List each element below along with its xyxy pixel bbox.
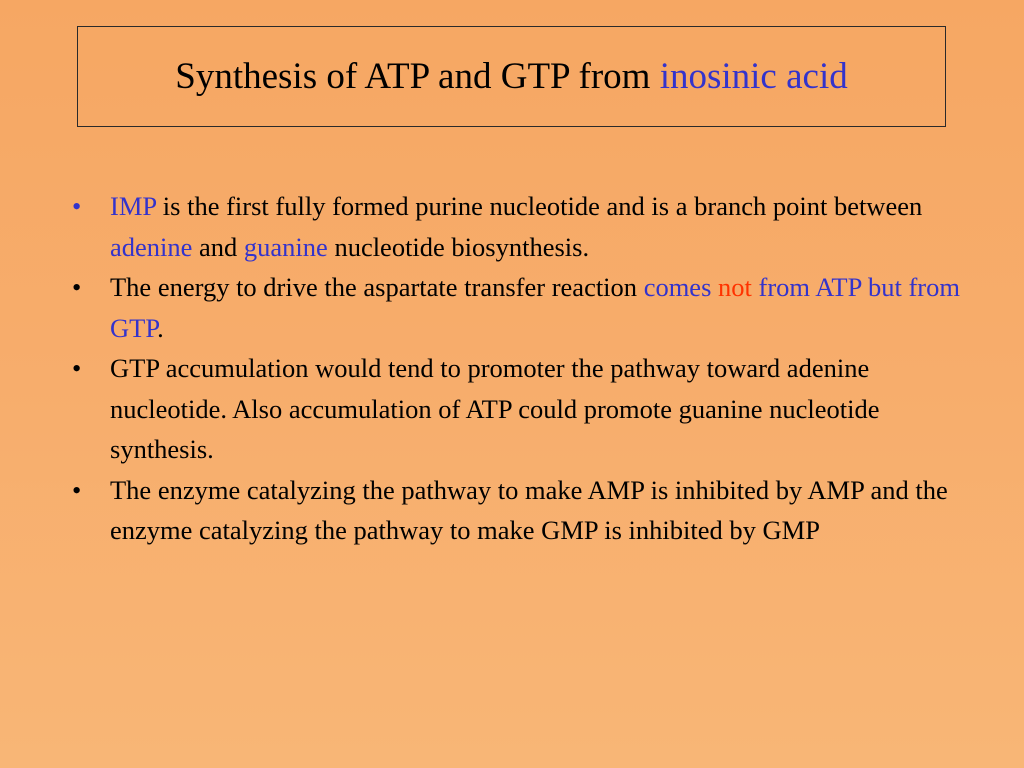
bullet-item — [70, 186, 980, 267]
bullet-1-guanine: guanine — [243, 231, 328, 262]
bullet-dot: • — [72, 272, 82, 302]
bullet-item — [70, 267, 980, 348]
bullet-1-text-c: nucleotide biosynthesis. — [327, 231, 590, 262]
bullet-2-not: not — [718, 272, 752, 302]
slide-title — [175, 58, 847, 95]
bullet-2-period: . — [157, 312, 164, 343]
title-highlight: inosinic acid — [659, 56, 848, 97]
bullet-1-imp: IMP — [110, 191, 157, 221]
title-prefix: Synthesis of ATP and GTP from — [175, 56, 660, 97]
title-box — [77, 26, 946, 127]
bullet-dot: • — [72, 353, 82, 383]
bullet-item — [70, 348, 980, 470]
bullet-3-text: GTP accumulation would tend to promoter the pathway toward adenine nucleotide. Also accumulation of ATP could promote guanine nucleotide synthesis. — [110, 353, 880, 464]
bullet-dot: • — [72, 191, 82, 221]
bullet-2-space-b — [752, 272, 759, 302]
bullet-1-text-b: and — [192, 231, 244, 262]
bullet-dot: • — [72, 474, 82, 505]
bullet-1-adenine: adenine — [110, 231, 193, 262]
bullet-2-text-a: The energy to drive the aspartate transfer reaction — [110, 272, 644, 302]
bullet-list — [70, 186, 980, 551]
bullet-item — [70, 470, 980, 551]
bullet-2-from-atp: from ATP but from GTP — [110, 272, 960, 343]
bullet-2-comes: comes — [643, 272, 712, 302]
bullet-4-text: The enzyme catalyzing the pathway to make AMP is inhibited by AMP and the enzyme catalyzing the pathway to make GMP is inhibited by GMP — [110, 474, 948, 545]
bullet-1-text-a: is the first fully formed purine nucleotide and is a branch point between — [156, 191, 923, 221]
